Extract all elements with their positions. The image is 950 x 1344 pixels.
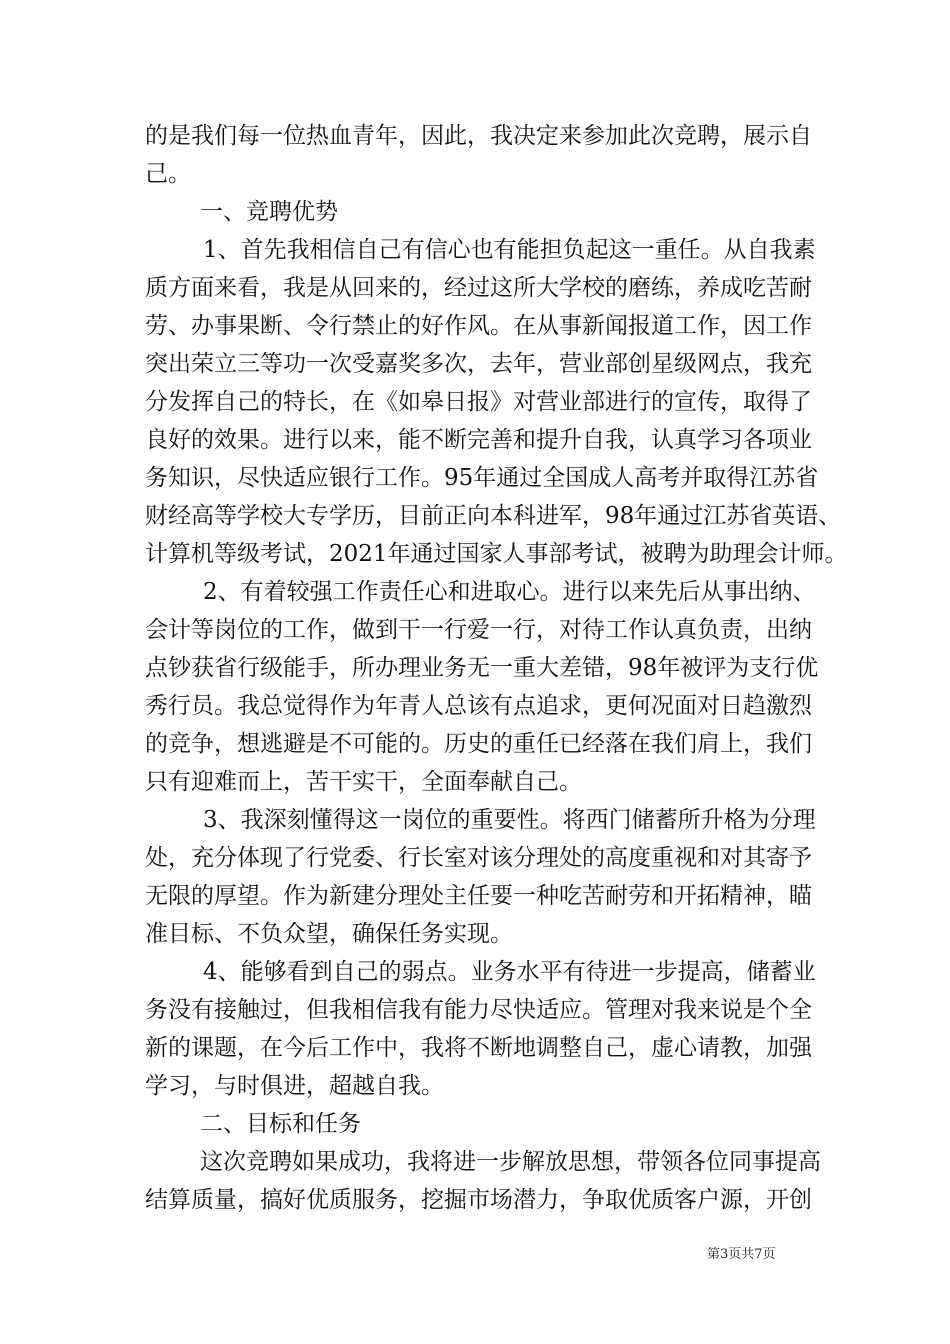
text-line: 新的课题，在今后工作中，我将不断地调整自己，虚心请教，加强	[145, 1035, 812, 1061]
text-line: 务知识，尽快适应银行工作。95年通过全国成人高考并取得江苏省	[145, 465, 819, 491]
text-line: 结算质量，搞好优质服务，挖掘市场潜力，争取优质客户源，开创	[145, 1187, 812, 1213]
text-line: 务没有接触过，但我相信我有能力尽快适应。管理对我来说是个全	[145, 997, 812, 1023]
text-line: 会计等岗位的工作，做到干一行爱一行，对待工作认真负责，出纳	[145, 617, 812, 643]
text-line: 的竞争，想逃避是不可能的。历史的重任已经落在我们肩上，我们	[145, 731, 812, 757]
text-line: 计算机等级考试，2021年通过国家人事部考试，被聘为助理会计师。	[145, 541, 848, 567]
text-line: 这次竞聘如果成功，我将进一步解放思想，带领各位同事提高	[200, 1149, 821, 1175]
text-line: 质方面来看，我是从回来的，经过这所大学校的磨练，养成吃苦耐	[145, 275, 812, 301]
text-line: 的是我们每一位热血青年，因此，我决定来参加此次竞聘，展示自	[145, 123, 812, 149]
text-line: 秀行员。我总觉得作为年青人总该有点追求，更何况面对日趋激烈	[145, 693, 812, 719]
text-line: 3、我深刻懂得这一岗位的重要性。将西门储蓄所升格为分理	[203, 807, 816, 833]
text-line: 点钞获省行级能手，所办理业务无一重大差错，98年被评为支行优	[145, 655, 819, 681]
text-line: 无限的厚望。作为新建分理处主任要一种吃苦耐劳和开拓精神，瞄	[145, 883, 812, 909]
text-line: 突出荣立三等功一次受嘉奖多次，去年，营业部创星级网点，我充	[145, 351, 812, 377]
text-line: 学习，与时俱进，超越自我。	[145, 1073, 444, 1099]
text-line: 财经高等学校大专学历，目前正向本科进军，98年通过江苏省英语、	[145, 503, 842, 529]
text-line: 2、有着较强工作责任心和进取心。进行以来先后从事出纳、	[203, 579, 816, 605]
text-line: 只有迎难而上，苦干实干，全面奉献自己。	[145, 769, 582, 795]
page-number-footer: 第3页共7页	[707, 1247, 776, 1262]
text-line: 4、能够看到自己的弱点。业务水平有待进一步提高，储蓄业	[203, 959, 816, 985]
text-line: 劳、办事果断、令行禁止的好作风。在从事新闻报道工作，因工作	[145, 313, 812, 339]
text-line: 处，充分体现了行党委、行长室对该分理处的高度重视和对其寄予	[145, 845, 812, 871]
section-heading: 一、竞聘优势	[200, 199, 338, 225]
text-line: 1、首先我相信自己有信心也有能担负起这一重任。从自我素	[203, 237, 816, 263]
section-heading: 二、目标和任务	[200, 1111, 361, 1137]
text-line: 分发挥自己的特长，在《如皋日报》对营业部进行的宣传，取得了	[145, 389, 812, 415]
text-line: 准目标、不负众望，确保任务实现。	[145, 921, 513, 947]
text-line: 良好的效果。进行以来，能不断完善和提升自我，认真学习各项业	[145, 427, 812, 453]
text-line: 己。	[145, 161, 191, 187]
